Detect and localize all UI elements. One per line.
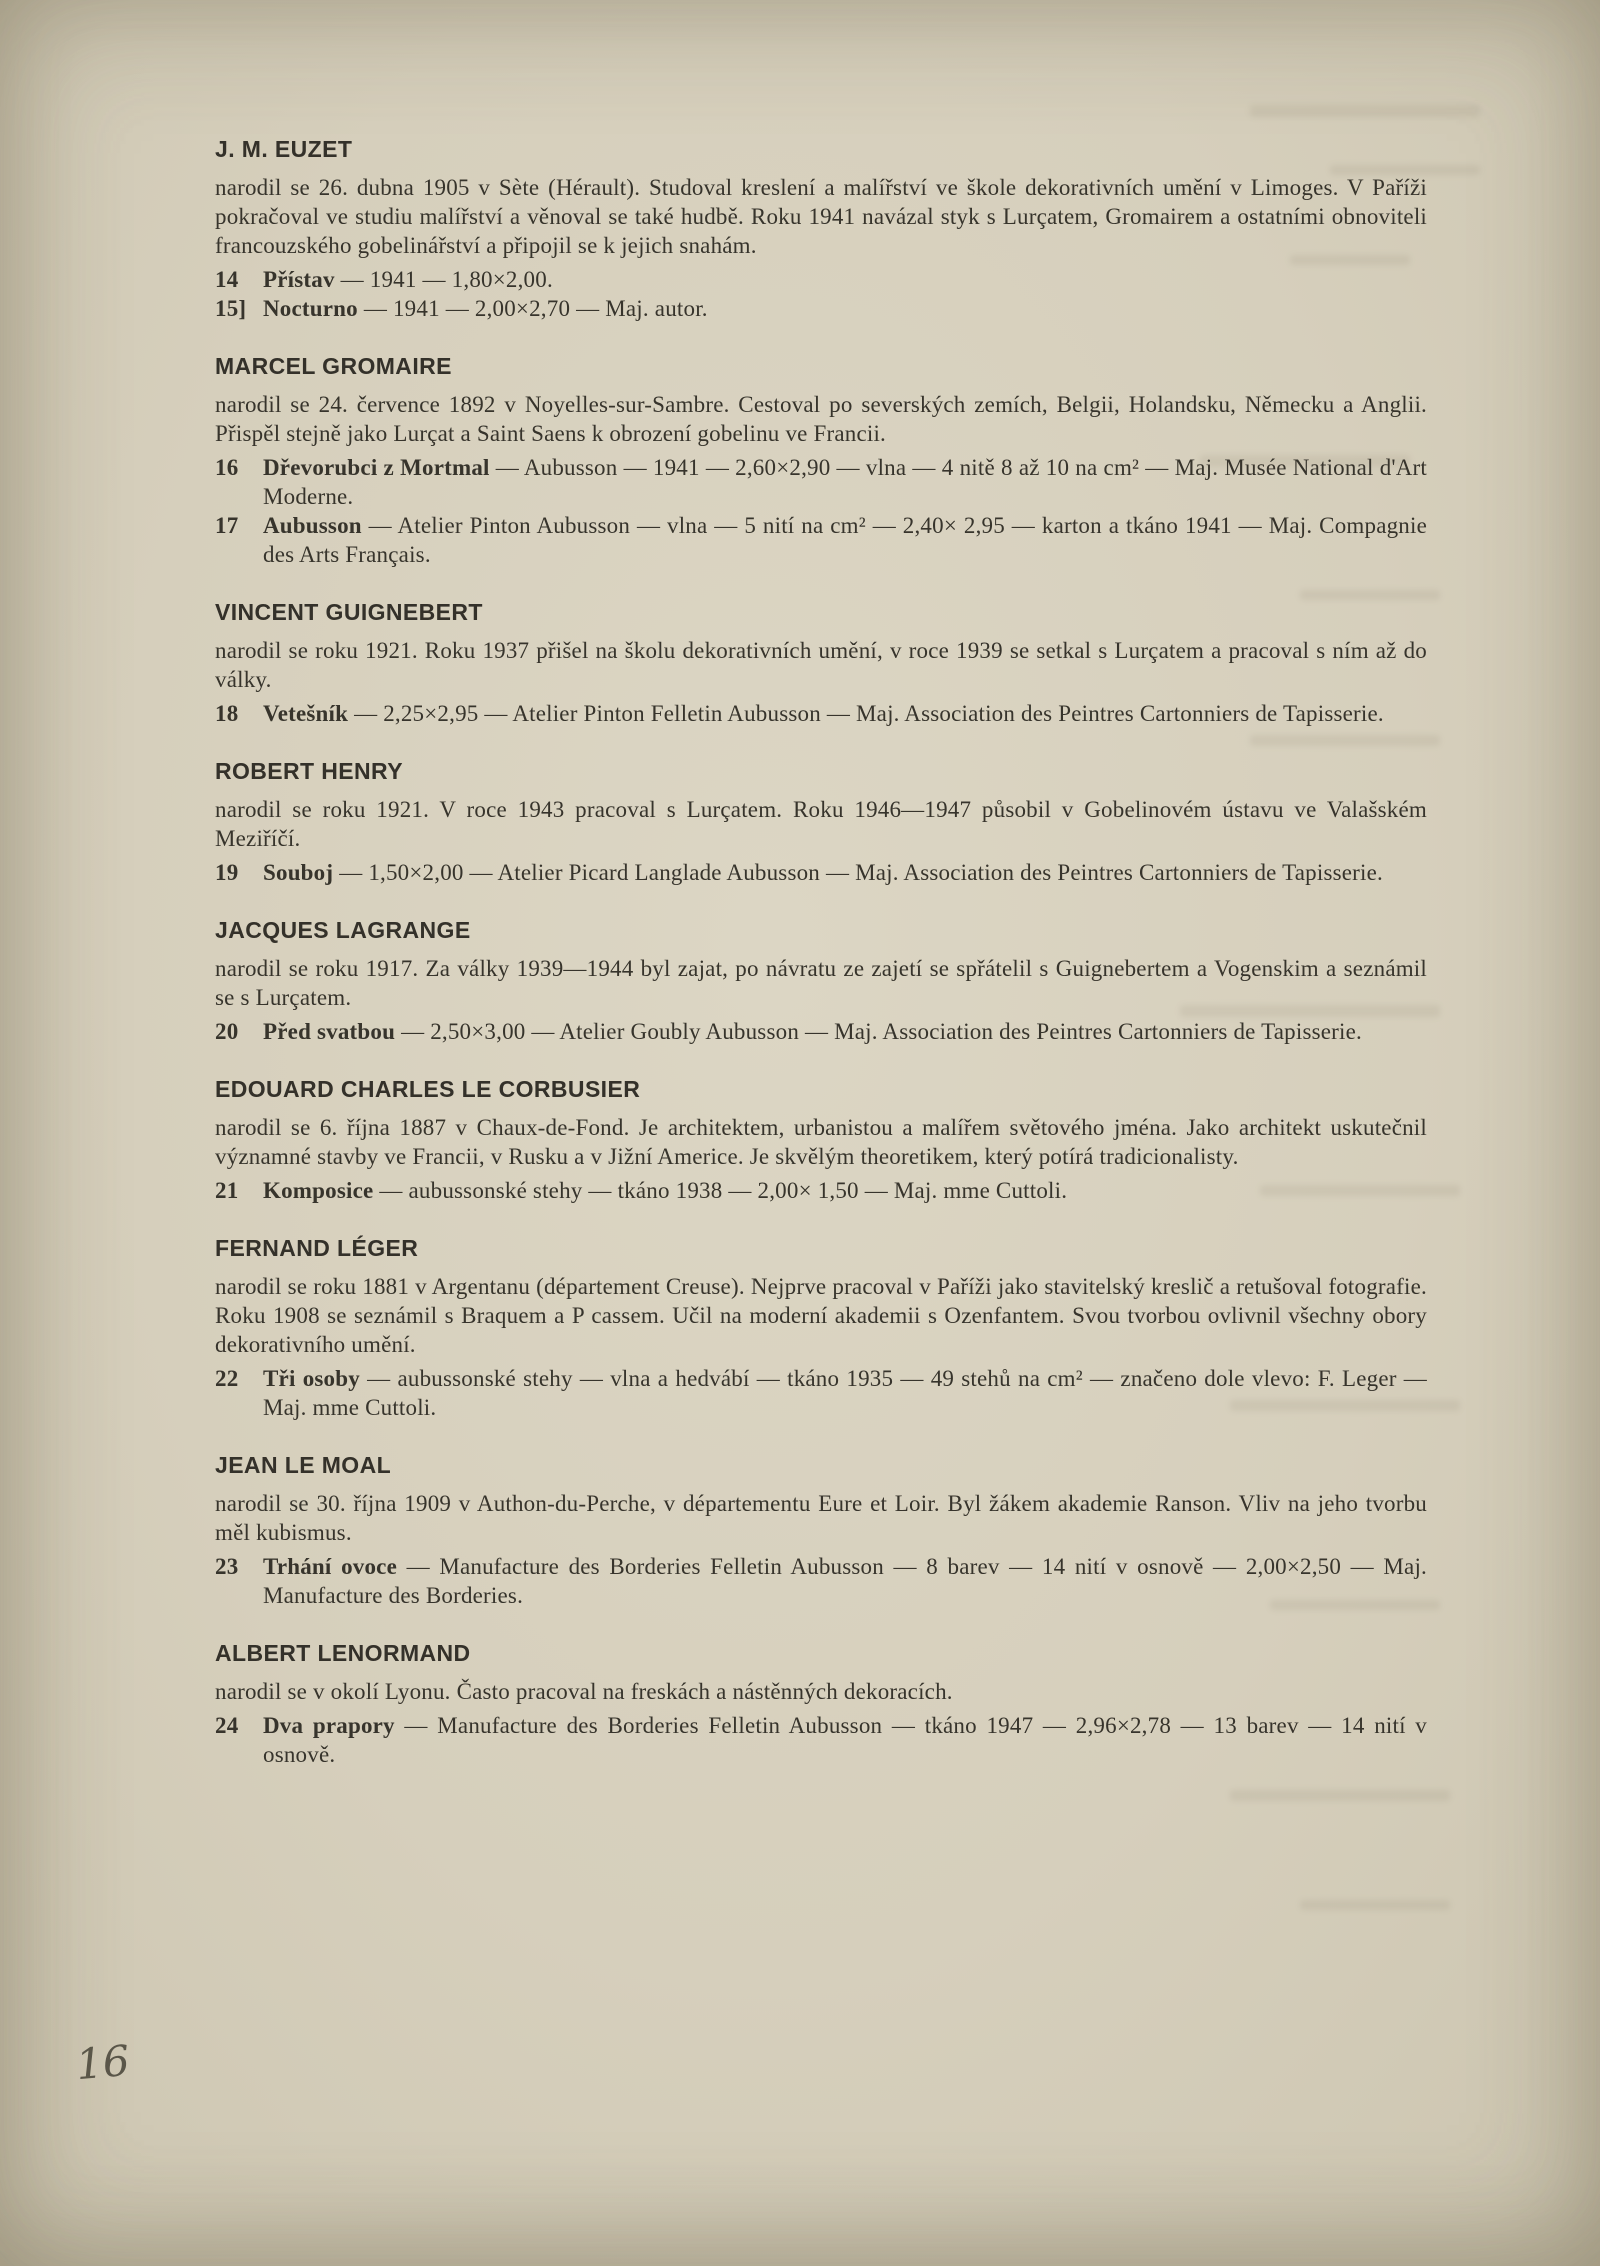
artist-entry xyxy=(215,353,1427,569)
page-number: 16 xyxy=(73,2035,132,2090)
work-number: 14 xyxy=(215,267,239,292)
artist-bio: narodil se roku 1917. Za války 1939—1944 byl zajat, po návratu ze zajetí se spřátelil s Guignebertem a Vogenskim a seznámil se s Lurçatem. xyxy=(215,956,1427,1010)
artist-name: ALBERT LENORMAND xyxy=(215,1640,471,1666)
work-item xyxy=(215,1176,1427,1205)
artist-name: FERNAND LÉGER xyxy=(215,1235,419,1261)
artist-entry xyxy=(215,599,1427,728)
artist-bio: narodil se 30. října 1909 v Authon-du-Perche, v départementu Eure et Loir. Byl žákem akademie Ranson. Vliv na jeho tvorbu měl kubismus. xyxy=(215,1491,1427,1545)
work-number: 24 xyxy=(215,1713,239,1738)
artist-name: EDOUARD CHARLES LE CORBUSIER xyxy=(215,1076,641,1102)
work-details: — Manufacture des Borderies Felletin Aubusson — 8 barev — 14 nití v osnově — 2,00×2,50 — Maj. Manufacture des Borderies. xyxy=(263,1554,1428,1608)
work-title: Tři osoby xyxy=(263,1366,360,1391)
artist-entry xyxy=(215,1235,1427,1422)
artist-entry xyxy=(215,1452,1427,1610)
work-details: — 2,50×3,00 — Atelier Goubly Aubusson — Maj. Association des Peintres Cartonniers de Tapisserie. xyxy=(401,1019,1362,1044)
artist-entry xyxy=(215,758,1427,887)
work-item xyxy=(215,1711,1427,1769)
artist-entry xyxy=(215,1640,1427,1769)
work-number: 21 xyxy=(215,1178,239,1203)
artist-bio: narodil se roku 1881 v Argentanu (département Creuse). Nejprve pracoval v Paříži jako stavitelský kreslič a retušoval fotografie. Roku 1908 se seznámil s Braquem a P cassem. Učil na moderní akademii s Ozenfantem. Svou tvorbou ovlivnil všechny obory dekorativního umění. xyxy=(215,1274,1427,1357)
artist-bio: narodil se v okolí Lyonu. Často pracoval na freskách a nástěnných dekoracích. xyxy=(215,1679,953,1704)
artist-entry xyxy=(215,136,1427,323)
work-details: — Atelier Pinton Aubusson — vlna — 5 nití na cm² — 2,40× 2,95 — karton a tkáno 1941 — Maj. Compagnie des Arts Français. xyxy=(263,513,1427,567)
artist-name: J. M. EUZET xyxy=(215,136,353,162)
artist-bio: narodil se roku 1921. V roce 1943 pracoval s Lurçatem. Roku 1946—1947 působil v Gobelinovém ústavu ve Valašském Meziříčí. xyxy=(215,797,1427,851)
work-details: — aubussonské stehy — tkáno 1938 — 2,00× 1,50 — Maj. mme Cuttoli. xyxy=(379,1178,1068,1203)
work-number: 16 xyxy=(215,455,239,480)
artist-entry xyxy=(215,917,1427,1046)
work-item xyxy=(215,294,1427,323)
work-title: Trhání ovoce xyxy=(263,1554,397,1579)
showthrough-mark xyxy=(1300,1900,1450,1910)
work-number: 17 xyxy=(215,513,239,538)
work-details: — 1941 — 1,80×2,00. xyxy=(340,267,553,292)
artist-name: ROBERT HENRY xyxy=(215,758,403,784)
catalog-page-content xyxy=(215,136,1427,1799)
work-number: 22 xyxy=(215,1366,239,1391)
work-number: 18 xyxy=(215,701,239,726)
work-details: — 2,25×2,95 — Atelier Pinton Felletin Aubusson — Maj. Association des Peintres Cartonniers de Tapisserie. xyxy=(354,701,1384,726)
artist-name: JEAN LE MOAL xyxy=(215,1452,392,1478)
artist-bio: narodil se roku 1921. Roku 1937 přišel na školu dekorativních umění, v roce 1939 se setkal s Lurçatem a pracoval s ním až do války. xyxy=(215,638,1427,692)
work-item xyxy=(215,1017,1427,1046)
work-details: — 1,50×2,00 — Atelier Picard Langlade Aubusson — Maj. Association des Peintres Cartonniers de Tapisserie. xyxy=(339,860,1383,885)
work-number: 19 xyxy=(215,860,239,885)
work-details: — Manufacture des Borderies Felletin Aubusson — tkáno 1947 — 2,96×2,78 — 13 barev — 14 nití v osnově. xyxy=(263,1713,1428,1767)
work-item xyxy=(215,265,1427,294)
work-title: Vetešník xyxy=(263,701,349,726)
work-item xyxy=(215,1364,1427,1422)
work-details: — 1941 — 2,00×2,70 — Maj. autor. xyxy=(363,296,708,321)
artist-bio: narodil se 24. července 1892 v Noyelles-sur-Sambre. Cestoval po severských zemích, Belgii, Holandsku, Německu a Anglii. Přispěl stejně jako Lurçat a Saint Saens k obrození gobelinu ve Francii. xyxy=(215,392,1427,446)
work-item xyxy=(215,511,1427,569)
artist-bio: narodil se 6. října 1887 v Chaux-de-Fond. Je architektem, urbanistou a malířem světového jména. Jako architekt uskutečnil významné stavby ve Francii, v Rusku a v Jižní Americe. Je skvělým theoretikem, který potírá tradicionalisty. xyxy=(215,1115,1427,1169)
work-item xyxy=(215,453,1427,511)
work-details: — Aubusson — 1941 — 2,60×2,90 — vlna — 4 nitě 8 až 10 na cm² — Maj. Musée National d'Art Moderne. xyxy=(263,455,1428,509)
work-details: — aubussonské stehy — vlna a hedvábí — tkáno 1935 — 49 stehů na cm² — značeno dole vlevo: F. Leger — Maj. mme Cuttoli. xyxy=(263,1366,1427,1420)
work-title: Nocturno xyxy=(263,296,358,321)
work-title: Přístav xyxy=(263,267,335,292)
work-title: Komposice xyxy=(263,1178,374,1203)
work-title: Aubusson xyxy=(263,513,362,538)
work-item xyxy=(215,1552,1427,1610)
work-title: Souboj xyxy=(263,860,334,885)
work-item xyxy=(215,699,1427,728)
artist-name: VINCENT GUIGNEBERT xyxy=(215,599,483,625)
work-number: 15] xyxy=(215,296,247,321)
artist-name: MARCEL GROMAIRE xyxy=(215,353,452,379)
work-title: Dva prapory xyxy=(263,1713,395,1738)
work-title: Před svatbou xyxy=(263,1019,396,1044)
work-number: 20 xyxy=(215,1019,239,1044)
work-number: 23 xyxy=(215,1554,239,1579)
showthrough-mark xyxy=(1250,105,1480,117)
artist-name: JACQUES LAGRANGE xyxy=(215,917,471,943)
work-title: Dřevorubci z Mortmal xyxy=(263,455,490,480)
artist-bio: narodil se 26. dubna 1905 v Sète (Hérault). Studoval kreslení a malířství ve škole dekorativních umění v Limoges. V Paříži pokračoval ve studiu malířství a věnoval se také hudbě. Roku 1941 navázal styk s Lurçatem, Gromairem a ostatními obnoviteli francouzského gobelinářství a připojil se k jejich snahám. xyxy=(215,175,1427,258)
artist-entry xyxy=(215,1076,1427,1205)
work-item xyxy=(215,858,1427,887)
